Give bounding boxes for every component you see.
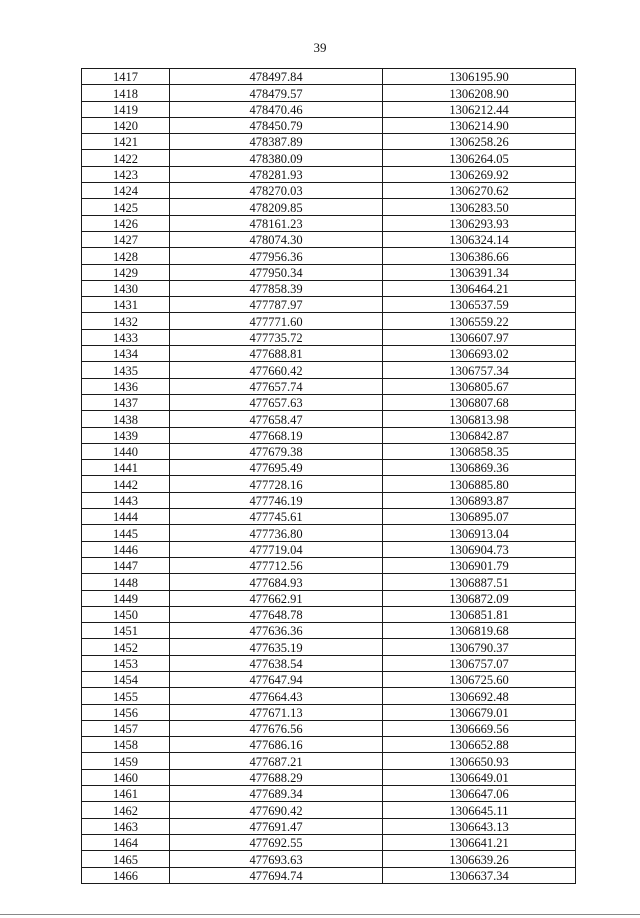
y-coordinate-cell: 1306869.36 [383,460,576,476]
y-coordinate-cell: 1306559.22 [383,313,576,329]
point-number-cell: 1442 [82,476,170,492]
table-row [82,248,576,264]
table-row [82,541,576,557]
y-coordinate-cell: 1306757.34 [383,362,576,378]
point-number-cell: 1446 [82,541,170,557]
y-coordinate-cell: 1306641.21 [383,834,576,850]
table-row [82,802,576,818]
table-row [82,557,576,573]
point-number-cell: 1452 [82,639,170,655]
y-coordinate-cell: 1306293.93 [383,215,576,231]
x-coordinate-cell: 478387.89 [170,134,383,150]
x-coordinate-cell: 477690.42 [170,802,383,818]
table-row [82,460,576,476]
point-number-cell: 1443 [82,492,170,508]
point-number-cell: 1427 [82,231,170,247]
table-row [82,297,576,313]
y-coordinate-cell: 1306851.81 [383,606,576,622]
x-coordinate-cell: 477771.60 [170,313,383,329]
table-row [82,411,576,427]
point-number-cell: 1457 [82,720,170,736]
y-coordinate-cell: 1306645.11 [383,802,576,818]
point-number-cell: 1434 [82,346,170,362]
x-coordinate-cell: 477662.91 [170,590,383,606]
point-number-cell: 1420 [82,117,170,133]
y-coordinate-cell: 1306391.34 [383,264,576,280]
point-number-cell: 1439 [82,427,170,443]
x-coordinate-cell: 477664.43 [170,688,383,704]
point-number-cell: 1466 [82,867,170,883]
point-number-cell: 1456 [82,704,170,720]
point-number-cell: 1429 [82,264,170,280]
x-coordinate-cell: 477736.80 [170,525,383,541]
x-coordinate-cell: 477668.19 [170,427,383,443]
point-number-cell: 1450 [82,606,170,622]
table-row [82,671,576,687]
y-coordinate-cell: 1306679.01 [383,704,576,720]
point-number-cell: 1437 [82,394,170,410]
y-coordinate-cell: 1306324.14 [383,231,576,247]
point-number-cell: 1421 [82,134,170,150]
table-row [82,443,576,459]
y-coordinate-cell: 1306790.37 [383,639,576,655]
x-coordinate-cell: 477956.36 [170,248,383,264]
x-coordinate-cell: 477691.47 [170,818,383,834]
table-row [82,280,576,296]
y-coordinate-cell: 1306283.50 [383,199,576,215]
x-coordinate-cell: 478497.84 [170,69,383,85]
x-coordinate-cell: 478281.93 [170,166,383,182]
y-coordinate-cell: 1306214.90 [383,117,576,133]
point-number-cell: 1423 [82,166,170,182]
y-coordinate-cell: 1306693.02 [383,346,576,362]
x-coordinate-cell: 477660.42 [170,362,383,378]
point-number-cell: 1444 [82,509,170,525]
y-coordinate-cell: 1306264.05 [383,150,576,166]
x-coordinate-cell: 477693.63 [170,851,383,867]
x-coordinate-cell: 477695.49 [170,460,383,476]
y-coordinate-cell: 1306652.88 [383,737,576,753]
x-coordinate-cell: 477728.16 [170,476,383,492]
table-row [82,346,576,362]
x-coordinate-cell: 477689.34 [170,786,383,802]
x-coordinate-cell: 478209.85 [170,199,383,215]
point-number-cell: 1433 [82,329,170,345]
x-coordinate-cell: 477746.19 [170,492,383,508]
table-row [82,574,576,590]
y-coordinate-cell: 1306872.09 [383,590,576,606]
table-row [82,199,576,215]
point-number-cell: 1447 [82,557,170,573]
table-row [82,639,576,655]
coordinates-table [81,68,576,884]
table-row [82,427,576,443]
y-coordinate-cell: 1306269.92 [383,166,576,182]
table-row [82,769,576,785]
coordinates-table-body [82,69,576,884]
y-coordinate-cell: 1306885.80 [383,476,576,492]
y-coordinate-cell: 1306842.87 [383,427,576,443]
point-number-cell: 1459 [82,753,170,769]
point-number-cell: 1430 [82,280,170,296]
y-coordinate-cell: 1306386.66 [383,248,576,264]
y-coordinate-cell: 1306669.56 [383,720,576,736]
table-row [82,85,576,101]
x-coordinate-cell: 478074.30 [170,231,383,247]
point-number-cell: 1464 [82,834,170,850]
table-row [82,492,576,508]
point-number-cell: 1426 [82,215,170,231]
y-coordinate-cell: 1306805.67 [383,378,576,394]
y-coordinate-cell: 1306913.04 [383,525,576,541]
table-row [82,231,576,247]
y-coordinate-cell: 1306813.98 [383,411,576,427]
x-coordinate-cell: 477688.81 [170,346,383,362]
x-coordinate-cell: 477735.72 [170,329,383,345]
y-coordinate-cell: 1306647.06 [383,786,576,802]
x-coordinate-cell: 477638.54 [170,655,383,671]
x-coordinate-cell: 477657.63 [170,394,383,410]
x-coordinate-cell: 477787.97 [170,297,383,313]
x-coordinate-cell: 477636.36 [170,623,383,639]
table-row [82,851,576,867]
y-coordinate-cell: 1306537.59 [383,297,576,313]
table-row [82,753,576,769]
y-coordinate-cell: 1306258.26 [383,134,576,150]
point-number-cell: 1432 [82,313,170,329]
point-number-cell: 1454 [82,671,170,687]
table-row [82,313,576,329]
point-number-cell: 1451 [82,623,170,639]
x-coordinate-cell: 477671.13 [170,704,383,720]
point-number-cell: 1431 [82,297,170,313]
x-coordinate-cell: 477687.21 [170,753,383,769]
x-coordinate-cell: 477858.39 [170,280,383,296]
table-row [82,329,576,345]
x-coordinate-cell: 477712.56 [170,557,383,573]
table-row [82,150,576,166]
point-number-cell: 1417 [82,69,170,85]
point-number-cell: 1424 [82,183,170,199]
page-number: 39 [313,40,327,55]
table-row [82,134,576,150]
table-row [82,704,576,720]
point-number-cell: 1425 [82,199,170,215]
x-coordinate-cell: 477648.78 [170,606,383,622]
table-row [82,655,576,671]
table-row [82,867,576,883]
x-coordinate-cell: 477745.61 [170,509,383,525]
x-coordinate-cell: 477658.47 [170,411,383,427]
page-bottom-rule [0,914,640,915]
y-coordinate-cell: 1306893.87 [383,492,576,508]
y-coordinate-cell: 1306650.93 [383,753,576,769]
point-number-cell: 1455 [82,688,170,704]
table-row [82,215,576,231]
table-row [82,394,576,410]
y-coordinate-cell: 1306887.51 [383,574,576,590]
x-coordinate-cell: 478470.46 [170,101,383,117]
point-number-cell: 1418 [82,85,170,101]
table-row [82,117,576,133]
x-coordinate-cell: 478270.03 [170,183,383,199]
table-row [82,183,576,199]
y-coordinate-cell: 1306904.73 [383,541,576,557]
y-coordinate-cell: 1306649.01 [383,769,576,785]
y-coordinate-cell: 1306607.97 [383,329,576,345]
x-coordinate-cell: 478450.79 [170,117,383,133]
table-row [82,378,576,394]
point-number-cell: 1460 [82,769,170,785]
y-coordinate-cell: 1306643.13 [383,818,576,834]
x-coordinate-cell: 478479.57 [170,85,383,101]
table-row [82,606,576,622]
y-coordinate-cell: 1306692.48 [383,688,576,704]
table-row [82,101,576,117]
point-number-cell: 1440 [82,443,170,459]
x-coordinate-cell: 477635.19 [170,639,383,655]
point-number-cell: 1422 [82,150,170,166]
point-number-cell: 1419 [82,101,170,117]
table-row [82,720,576,736]
point-number-cell: 1448 [82,574,170,590]
y-coordinate-cell: 1306637.34 [383,867,576,883]
table-row [82,623,576,639]
x-coordinate-cell: 478380.09 [170,150,383,166]
point-number-cell: 1428 [82,248,170,264]
x-coordinate-cell: 477686.16 [170,737,383,753]
x-coordinate-cell: 477676.56 [170,720,383,736]
point-number-cell: 1463 [82,818,170,834]
y-coordinate-cell: 1306858.35 [383,443,576,459]
table-row [82,362,576,378]
y-coordinate-cell: 1306639.26 [383,851,576,867]
x-coordinate-cell: 477692.55 [170,834,383,850]
table-row [82,509,576,525]
y-coordinate-cell: 1306757.07 [383,655,576,671]
y-coordinate-cell: 1306195.90 [383,69,576,85]
point-number-cell: 1436 [82,378,170,394]
point-number-cell: 1435 [82,362,170,378]
point-number-cell: 1458 [82,737,170,753]
x-coordinate-cell: 477684.93 [170,574,383,590]
point-number-cell: 1453 [82,655,170,671]
table-row [82,737,576,753]
table-row [82,525,576,541]
y-coordinate-cell: 1306819.68 [383,623,576,639]
x-coordinate-cell: 477950.34 [170,264,383,280]
point-number-cell: 1461 [82,786,170,802]
y-coordinate-cell: 1306807.68 [383,394,576,410]
x-coordinate-cell: 477719.04 [170,541,383,557]
table-row [82,69,576,85]
point-number-cell: 1465 [82,851,170,867]
x-coordinate-cell: 477688.29 [170,769,383,785]
table-row [82,264,576,280]
y-coordinate-cell: 1306895.07 [383,509,576,525]
table-row [82,818,576,834]
point-number-cell: 1441 [82,460,170,476]
x-coordinate-cell: 477647.94 [170,671,383,687]
table-row [82,688,576,704]
y-coordinate-cell: 1306212.44 [383,101,576,117]
x-coordinate-cell: 478161.23 [170,215,383,231]
point-number-cell: 1449 [82,590,170,606]
point-number-cell: 1462 [82,802,170,818]
y-coordinate-cell: 1306901.79 [383,557,576,573]
y-coordinate-cell: 1306208.90 [383,85,576,101]
x-coordinate-cell: 477679.38 [170,443,383,459]
y-coordinate-cell: 1306725.60 [383,671,576,687]
table-row [82,786,576,802]
table-row [82,834,576,850]
point-number-cell: 1438 [82,411,170,427]
y-coordinate-cell: 1306270.62 [383,183,576,199]
x-coordinate-cell: 477657.74 [170,378,383,394]
table-row [82,476,576,492]
table-row [82,166,576,182]
y-coordinate-cell: 1306464.21 [383,280,576,296]
table-row [82,590,576,606]
x-coordinate-cell: 477694.74 [170,867,383,883]
point-number-cell: 1445 [82,525,170,541]
